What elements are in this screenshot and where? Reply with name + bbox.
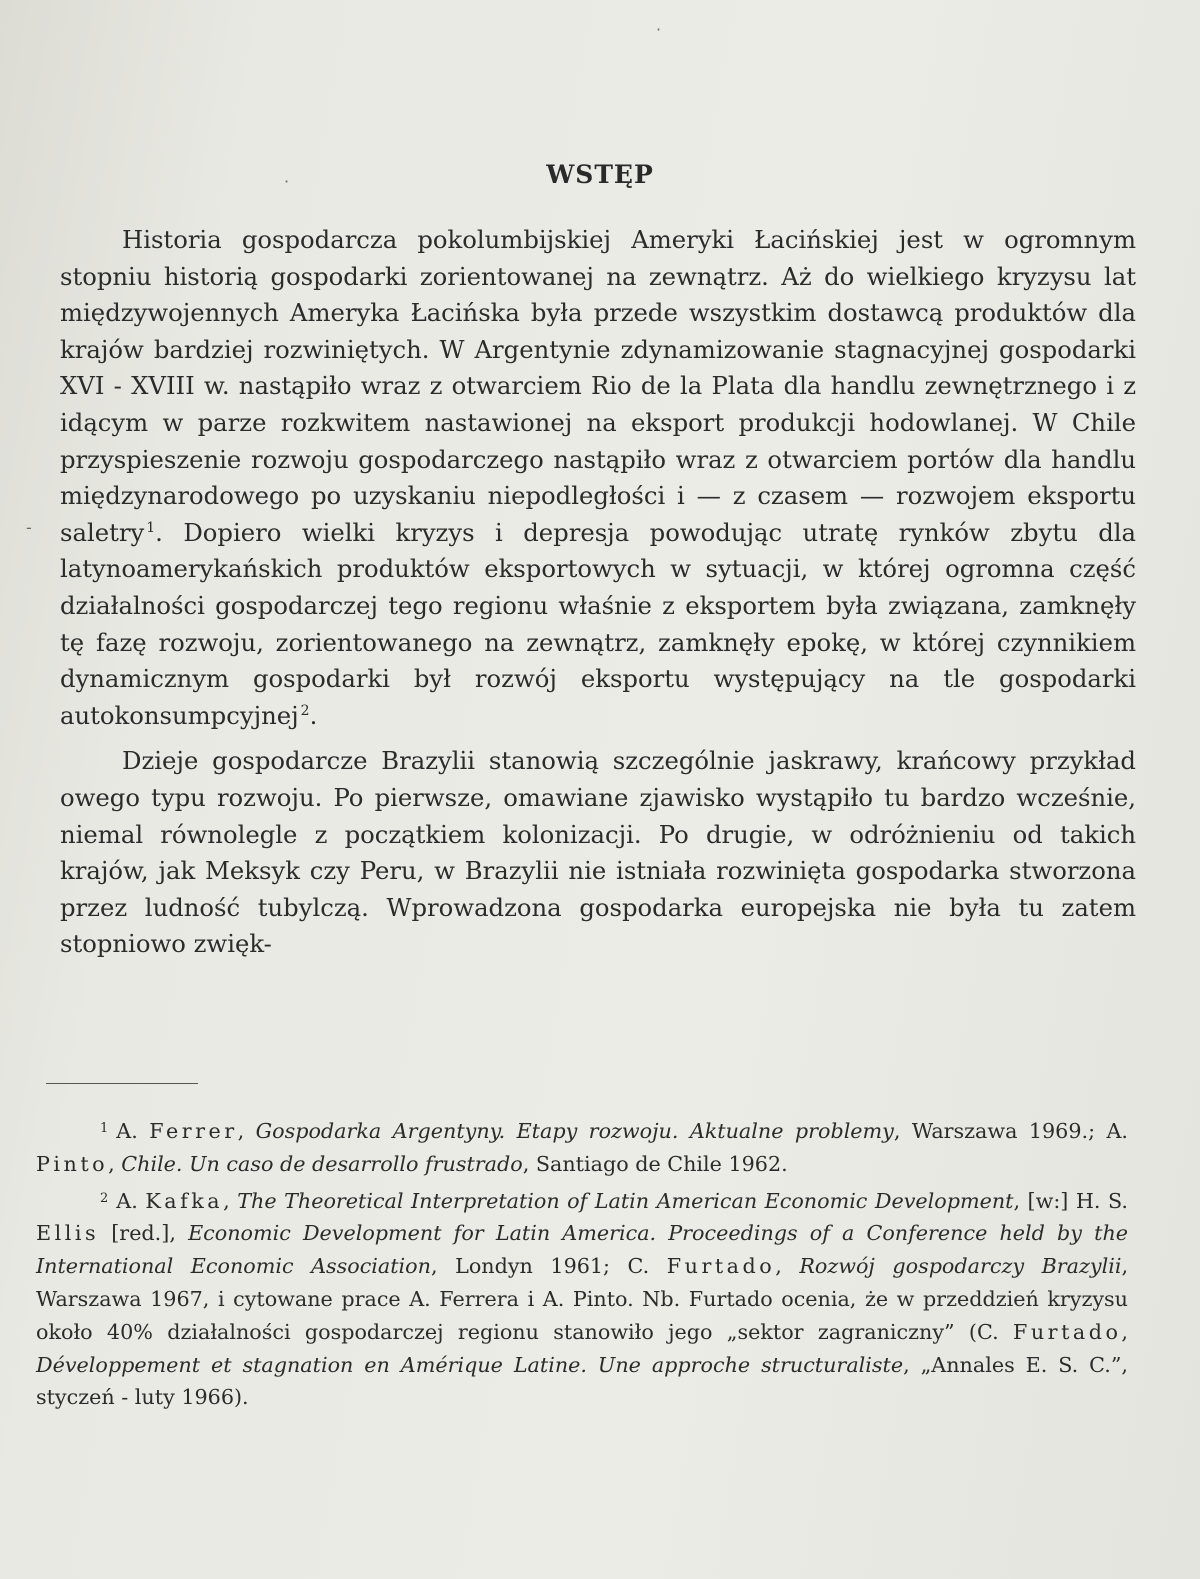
margin-dot: ·	[656, 20, 662, 39]
footnote-reference: 2	[300, 702, 310, 719]
author-name: Furtado	[1013, 1319, 1122, 1344]
footnote: $^1$ A. Ferrer, Gospodarka Argentyny. Etapy rozwoju. Aktualne problemy, Warszawa 1969.; A. Pinto, Chile. Un caso de desarrollo frustrado, Santiago de Chile 1962.	[36, 1119, 1128, 1176]
author-name: Pinto	[36, 1151, 109, 1176]
footnote-text: [red.],	[111, 1221, 176, 1246]
footnote-text: , Santiago de Chile 1962.	[522, 1151, 788, 1176]
page-title: WSTĘP	[546, 160, 654, 189]
footnote-number: 2	[100, 1190, 109, 1206]
work-title: Gospodarka Argentyny. Etapy rozwoju. Aktualne problemy	[255, 1119, 894, 1143]
work-title: Rozwój gospodarczy Brazylii	[799, 1254, 1122, 1279]
paragraph-text: .	[309, 700, 318, 730]
work-title: Economic Development for Latin America. Proceedings of a Conference held by the International Economic Association	[36, 1221, 1129, 1279]
footnote: $^2$ A. Kafka, The Theoretical Interpretation of Latin American Economic Development, [w:] H. S. Ellis [red.], Economic Development for Latin America. Proceedings of a Conference held by the International Economic Association, Londyn 1961; C. Furtado, Rozwój gospodarczy Brazylii, Warszawa 1967, i cytowane prace A. Ferrera i A. Pinto. Nb. Furtado ocenia, że w przeddzień kryzysu około 40% działalności gospodarczej regionu stanowiło jego „sektor zagraniczny” (C. Furtado, Développement et stagnation en Amérique Latine. Une approche structuraliste, „Annales E. S. C.”, styczeń - luty 1966).	[36, 1188, 1129, 1410]
footnotes	[36, 1115, 1128, 1414]
footnote-text: , Warszawa 1969.; A.	[893, 1119, 1128, 1143]
margin-dash: -	[26, 518, 32, 537]
footnote-text: , [w:] H. S.	[1013, 1188, 1128, 1213]
footnote-text: , Londyn 1961; C.	[430, 1254, 650, 1279]
author-name: Furtado	[666, 1254, 776, 1279]
paragraph-text: Dzieje gospodarcze Brazylii stanowią szczególnie jaskrawy, krańcowy przykład owego typu rozwoju. Po pierwsze, omawiane zjawisko wystąpiło tu bardzo wcześnie, niemal równolegle z początkiem kolonizacji. Po drugie, w odróżnieniu od takich krajów, jak Meksyk czy Peru, w Brazylii nie istniała rozwinięta gospodarka stworzona przez ludność tubylczą. Wprowadzona gospodarka europejska nie była tu zatem stopniowo zwięk-	[60, 746, 1136, 959]
author-name: Ferrer	[149, 1119, 238, 1143]
paragraph-text: . Dopiero wielki kryzys i depresja powodując utratę rynków zbytu dla latynoamerykańskich produktów eksportowych w sytuacji, w której ogromna część działalności gospodarczej tego regionu właśnie z eksportem była związana, zamknęły tę fazę rozwoju, zorientowanego na zewnątrz, zamknęły epokę, w której czynnikiem dynamicznym gospodarki był rozwój eksportu występujący na tle gospodarki autokonsumpcyjnej	[60, 517, 1136, 730]
paragraph	[60, 222, 1136, 734]
author-name: Kafka	[145, 1188, 224, 1213]
footnote-text: , „Annales E. S. C.”, styczeń - luty 1966).	[36, 1352, 1128, 1410]
footnote-text: A.	[116, 1188, 138, 1213]
margin-dot: ·	[284, 172, 290, 191]
footnote-divider	[46, 1083, 198, 1084]
work-title: Chile. Un caso de desarrollo frustrado	[121, 1151, 523, 1176]
work-title: The Theoretical Interpretation of Latin American Economic Development	[237, 1188, 1014, 1213]
footnote-text: A.	[116, 1119, 138, 1143]
footnote-number: 1	[100, 1121, 109, 1136]
author-name: Ellis	[36, 1221, 100, 1246]
main-text	[60, 222, 1136, 963]
footnote-text: , Warszawa 1967, i cytowane prace A. Ferrera i A. Pinto. Nb. Furtado ocenia, że w przeddzień kryzysu około 40% działalności gospodarczej regionu stanowiło jego „sektor zagraniczny” (C.	[36, 1254, 1129, 1344]
footnote-reference: 1	[146, 519, 156, 536]
paragraph	[60, 743, 1136, 963]
paragraph-text: Historia gospodarcza pokolumbijskiej Ameryki Łacińskiej jest w ogromnym stopniu historią gospodarki zorientowanej na zewnątrz. Aż do wielkiego kryzysu lat międzywojennych Ameryka Łacińska była przede wszystkim dostawcą produktów dla krajów bardziej rozwiniętych. W Argentynie zdynamizowanie stagnacyjnej gospodarki XVI - XVIII w. nastąpiło wraz z otwarciem Rio de la Plata dla handlu zewnętrznego i z idącym w parze rozkwitem nastawionej na eksport produkcji hodowlanej. W Chile przyspieszenie rozwoju gospodarczego nastąpiło wraz z otwarciem portów dla handlu międzynarodowego po uzyskaniu niepodległości i — z czasem — rozwojem eksportu saletry	[60, 225, 1136, 547]
work-title: Développement et stagnation en Amérique Latine. Une approche structuraliste	[36, 1352, 904, 1377]
